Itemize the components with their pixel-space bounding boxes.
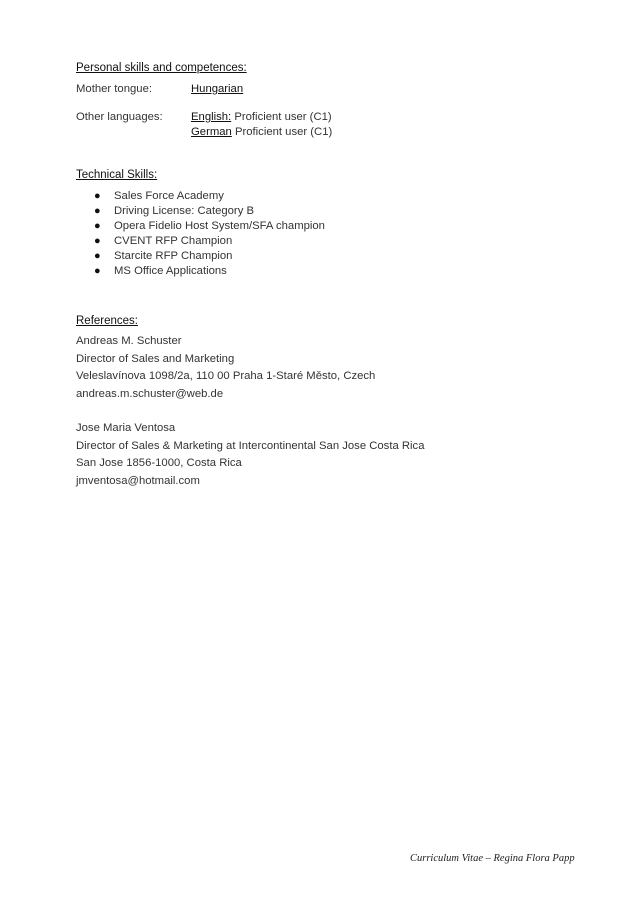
reference-address: Veleslavínova 1098/2a, 110 00 Praha 1-Staré Město, Czech — [76, 370, 376, 382]
personal-skills-heading: Personal skills and competences: — [76, 62, 247, 74]
reference-block — [76, 420, 425, 490]
list-item — [94, 204, 325, 219]
language-name: English: — [191, 111, 232, 123]
mother-tongue-value: Hungarian — [191, 83, 244, 95]
skill-label: CVENT RFP Champion — [114, 235, 233, 247]
technical-skills-heading: Technical Skills: — [76, 169, 158, 181]
language-level: Proficient user (C1) — [231, 111, 332, 123]
list-item — [94, 264, 325, 279]
mother-tongue-label: Mother tongue: — [76, 83, 152, 95]
reference-email[interactable]: jmventosa@hotmail.com — [76, 474, 200, 487]
language-english — [191, 111, 332, 123]
list-item — [94, 234, 325, 249]
list-item — [94, 219, 325, 234]
reference-title: Director of Sales and Marketing — [76, 352, 235, 365]
reference-email[interactable]: andreas.m.schuster@web.de — [76, 387, 224, 400]
list-item — [94, 249, 325, 264]
technical-skills-list — [94, 189, 325, 279]
other-languages-label: Other languages: — [76, 111, 163, 123]
reference-block — [76, 333, 375, 403]
bullet-icon: ● — [94, 235, 101, 247]
bullet-icon: ● — [94, 220, 101, 232]
language-name: German — [191, 126, 232, 138]
language-level: Proficient user (C1) — [231, 126, 333, 138]
reference-title: Director of Sales & Marketing at Intercontinental San Jose Costa Rica — [76, 439, 425, 452]
references-heading: References: — [76, 315, 139, 327]
reference-name: Andreas M. Schuster — [76, 335, 182, 347]
bullet-icon: ● — [94, 250, 101, 262]
skill-label: Sales Force Academy — [114, 190, 224, 202]
reference-name: Jose Maria Ventosa — [76, 422, 176, 434]
list-item — [94, 189, 325, 204]
bullet-icon: ● — [94, 205, 101, 217]
skill-label: Opera Fidelio Host System/SFA champion — [114, 220, 325, 232]
reference-address: San Jose 1856-1000, Costa Rica — [76, 457, 242, 469]
bullet-icon: ● — [94, 265, 101, 277]
language-german — [191, 126, 332, 138]
skill-label: MS Office Applications — [114, 265, 227, 277]
skill-label: Driving License: Category B — [114, 205, 255, 217]
skill-label: Starcite RFP Champion — [114, 250, 233, 262]
page-footer: Curriculum Vitae – Regina Flora Papp — [410, 853, 575, 864]
bullet-icon: ● — [94, 190, 101, 202]
